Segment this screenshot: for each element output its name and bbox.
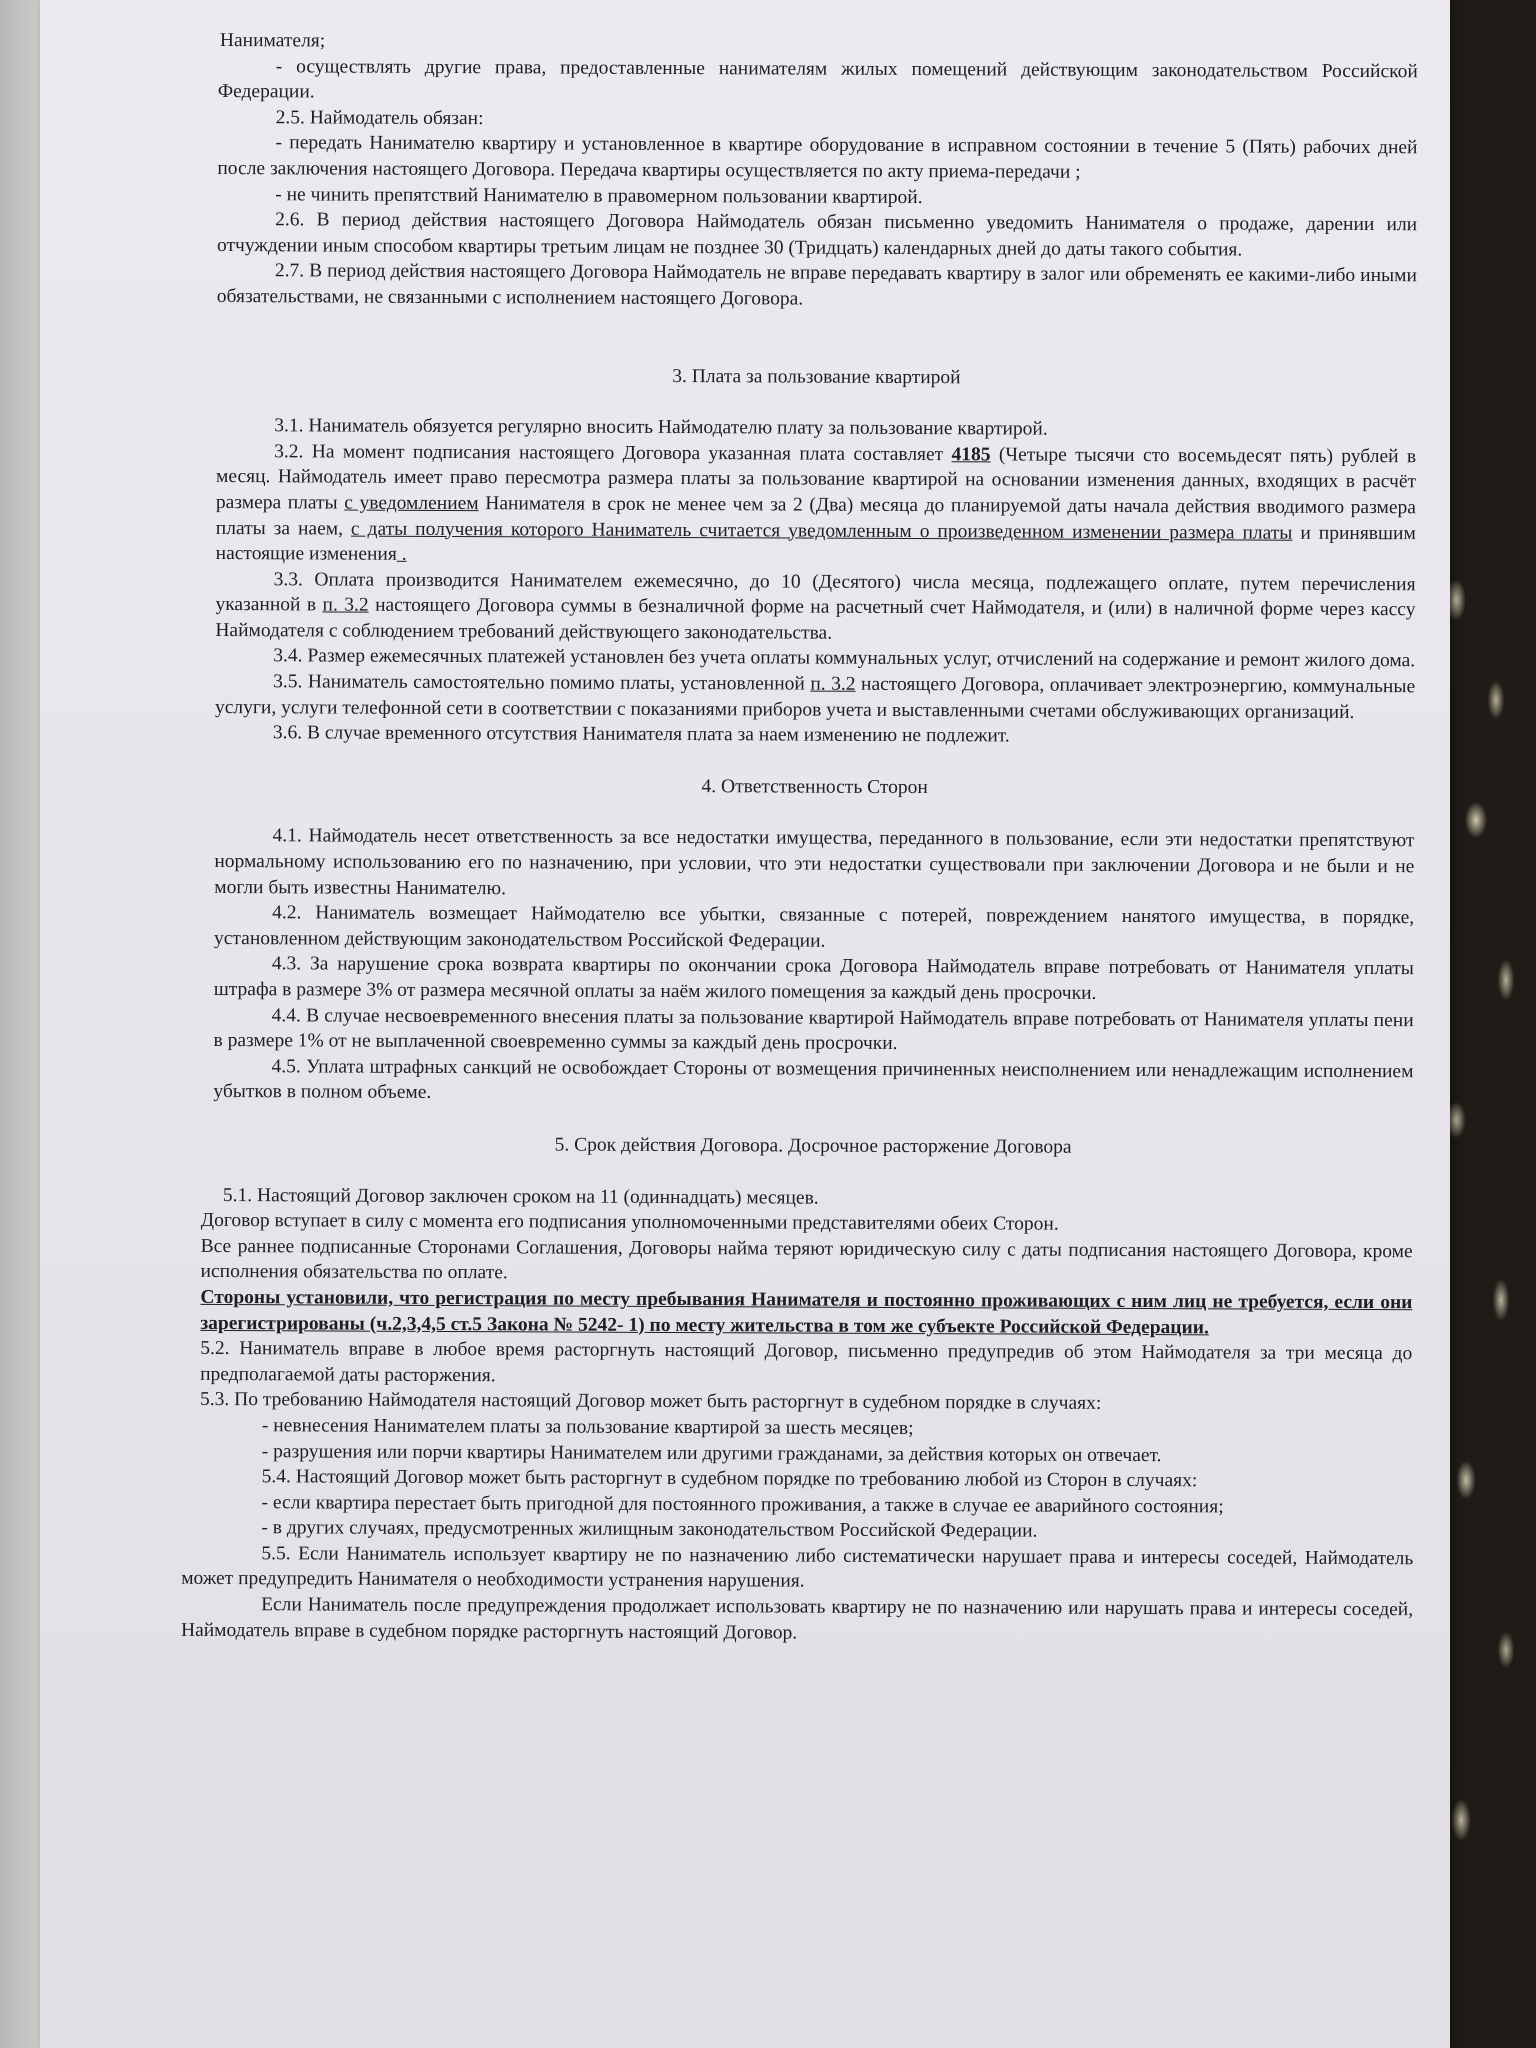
clause-5-4-b: - в других случаях, предусмотренных жилищным законодательством Российской Федерации. — [261, 1517, 1038, 1542]
section-3-heading: 3. Плата за пользование квартирой — [672, 365, 961, 388]
clause-3-2: 3.2. На момент подписания настоящего Договора указанная плата составляет 4185 (Четыре тысячи сто восемьдесят пять) рублей в месяц. Наймодатель имеет право пересмотра размера платы за пользование квартирой на основании изменения данных, входящих в расчёт размера платы с уведомлением Нанимателя в срок не менее чем за 2 (Два) месяца до планируемой даты начала действия вводимого размера платы за наем, с даты получения которого Наниматель считается уведомленным о произведенном изменении размера платы и принявшим настоящие изменения . — [215, 440, 1417, 565]
clause-3-3: 3.3. Оплата производится Нанимателем ежемесячно, до 10 (Десятого) числа месяца, подлежащего оплате, путем перечисления указанной в п. 3.2 настоящего Договора суммы в безналичной форме на расчетный счет Наймодателя, и (или) в наличной форме через кассу Наймодателя с соблюдением требований действующего законодательства. — [215, 568, 1416, 644]
clause-2-5-a: - передать Нанимателю квартиру и установленное в квартире оборудование в исправном состоянии в течение 5 (Пять) рабочих дней после заключения настоящего Договора. Передача квартиры осуществляется по акту приема-передачи ; — [217, 132, 1418, 183]
document-body — [180, 28, 1418, 1648]
clause-4-2: 4.2. Наниматель возмещает Наймодателю все убытки, связанные с потерей, повреждением нанятого имущества, в порядке, установленном действующим законодательством Российской Федерации. — [213, 902, 1415, 952]
paragraph-top-2: - осуществлять другие права, предоставленные нанимателям жилых помещений действующим законодательством Российской Федерации. — [217, 55, 1418, 103]
section-5-heading: 5. Срок действия Договора. Досрочное расторжение Договора — [554, 1134, 1072, 1158]
clause-5-1-c: Все раннее подписанные Сторонами Соглашения, Договоры найма теряют юридическую силу с даты подписания настоящего Договора, кроме исполнения обязательства по оплате. — [200, 1235, 1413, 1284]
clause-3-6: 3.6. В случае временного отсутствия Нанимателя плата за наем изменению не подлежит. — [272, 722, 1010, 747]
clause-4-4: 4.4. В случае несвоевременного внесения платы за пользование квартирой Наймодатель вправе потребовать от Нанимателя уплаты пени в размере 1% от не выплаченной своевременно суммы за каждый день просрочки. — [213, 1004, 1414, 1055]
clause-5-3-a: - невнесения Нанимателем платы за пользование квартирой за шесть месяцев; — [261, 1415, 914, 1439]
clause-5-2: 5.2. Наниматель вправе в любое время расторгнуть настоящий Договор, письменно предупредив об этом Наймодателя за три месяца до предполагаемой даты расторжения. — [200, 1338, 1413, 1386]
clause-2-5-b: - не чинить препятствий Нанимателю в правомерном пользовании квартирой. — [275, 183, 923, 208]
rent-amount: 4185 — [951, 443, 991, 466]
clause-3-5: 3.5. Наниматель самостоятельно помимо платы, установленной п. 3.2 настоящего Договора, оплачивает электроэнергию, коммунальные услуги, услуги телефонной сети в соответствии с показаниями приборов учета и выставленными счетами обслуживающих организаций. — [214, 671, 1416, 723]
clause-2-5: 2.5. Наймодатель обязан: — [275, 107, 484, 129]
clause-5-5: 5.5. Если Наниматель использует квартиру не по назначению либо систематически нарушает права и интересы соседей, Наймодатель может предупредить Нанимателя о необходимости устранения нарушения. — [181, 1543, 1414, 1593]
clause-2-6: 2.6. В период действия настоящего Договора Наймодатель обязан письменно уведомить Нанимателя о продаже, дарении или отчуждении иным способом квартиры третьим лицам не позднее 30 (Тридцать) календарных дней до даты такого события. — [217, 209, 1418, 261]
section-4-heading: 4. Ответственность Сторон — [701, 775, 928, 798]
clause-5-4-a: - если квартира перестает быть пригодной для постоянного проживания, а также в случае ее аварийного состояния; — [261, 1491, 1224, 1518]
clause-2-7: 2.7. В период действия настоящего Договора Наймодатель не вправе передавать квартиру в залог или обременять ее какими-либо иными обязательствами, не связанными с исполнением настоящего Договора. — [216, 260, 1417, 310]
ref-clause-3-2: п. 3.2 — [322, 594, 369, 616]
clause-5-1-b: Договор вступает в силу с момента его подписания уполномоченными представителями обеих Сторон. — [200, 1210, 1059, 1235]
clause-4-3: 4.3. За нарушение срока возврата квартиры по окончании срока Договора Наймодатель вправе потребовать от Нанимателя уплаты штрафа в размере 3% от размера месячной оплаты за наём жилого помещения за каждый день просрочки. — [213, 953, 1414, 1004]
clause-4-1: 4.1. Наймодатель несет ответственность за все недостатки имущества, переданного в пользование, если эти недостатки препятствуют нормальному использованию его по назначению, при условии, что эти недостатки существовали при заключении Договора и не были и не могли быть известны Нанимателю. — [214, 825, 1415, 899]
clause-5-3: 5.3. По требованию Наймодателя настоящий Договор может быть расторгнут в судебном порядке в случаях: — [199, 1389, 1102, 1415]
clause-5-5-b: Если Наниматель после предупреждения продолжает использовать квартиру не по назначению или нарушать права и интересы соседей, Наймодатель вправе в судебном порядке расторгнуть настоящий Договор. — [180, 1594, 1414, 1644]
ref-clause-3-2: п. 3.2 — [810, 673, 856, 695]
clause-5-4: 5.4. Настоящий Договор может быть расторгнут в судебном порядке по требованию любой из Сторон в случаях: — [261, 1466, 1198, 1492]
paragraph-top-1: Нанимателя; — [219, 30, 326, 52]
clause-5-3-b: - разрушения или порчи квартиры Нанимателем или другими гражданами, за действия которых он отвечает. — [261, 1440, 1162, 1466]
document-page — [40, 0, 1450, 2048]
registration-clause: Стороны установили, что регистрация по месту пребывания Нанимателя и постоянно проживающих с ним лиц не требуется, если они зарегистрированы (ч.2,3,4,5 ст.5 Закона № 5242- 1) по месту жительства в том же субъекте Российской Федерации. — [200, 1286, 1413, 1338]
clause-3-1: 3.1. Наниматель обязуется регулярно вносить Наймодателю плату за пользование квартирой. — [274, 415, 1048, 440]
clause-5-1: 5.1. Настоящий Договор заключен сроком на 11 (одиннадцать) месяцев. — [222, 1184, 819, 1209]
clause-4-5: 4.5. Уплата штрафных санкций не освобождает Стороны от возмещения причиненных неисполнением или ненадлежащим исполнением убытков в полном объеме. — [213, 1056, 1414, 1104]
clause-3-4: 3.4. Размер ежемесячных платежей установлен без учета оплаты коммунальных услуг, отчислений на содержание и ремонт жилого дома. — [273, 645, 1416, 672]
